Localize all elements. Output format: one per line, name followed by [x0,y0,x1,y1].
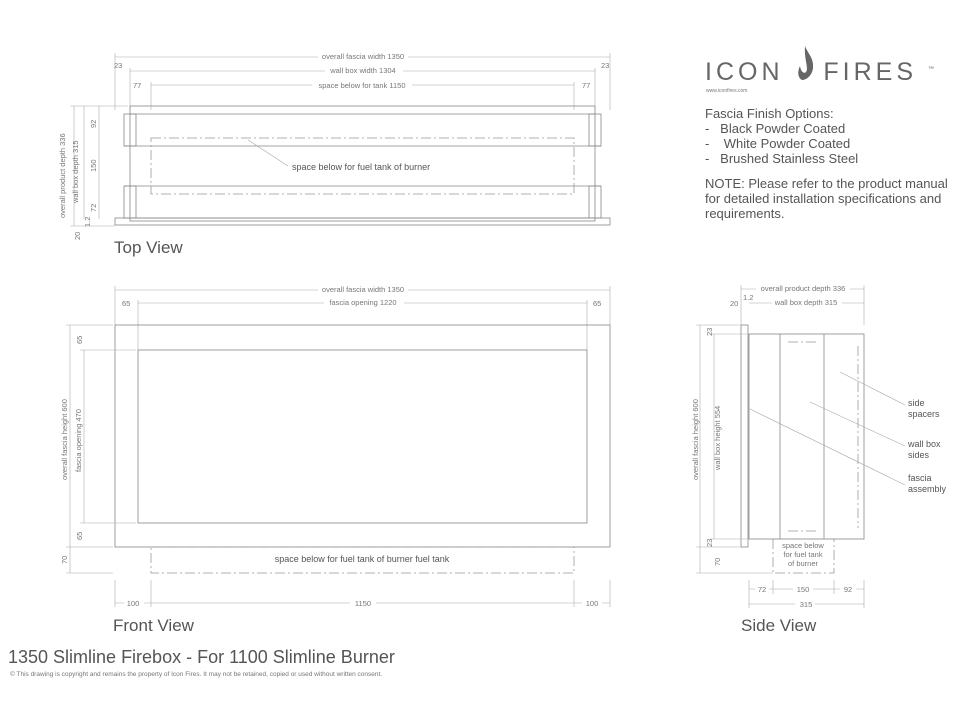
side-overall-height-label: overall fascia height 600 [691,399,700,480]
side-dim-20: 20 [730,299,739,308]
finish-heading: Fascia Finish Options: [705,106,834,121]
callout-fascia-1: fascia [908,473,932,483]
front-view-title: Front View [113,616,194,635]
callout-fascia-2: assembly [908,484,947,494]
front-right-65: 65 [593,299,602,308]
callout-side-spacers-2: spacers [908,409,940,419]
side-fuel-note-1: space below [782,541,824,550]
brand-logo [705,58,934,87]
flame-icon [794,44,816,84]
side-view-drawing [691,284,947,609]
front-view-drawing [60,284,610,608]
front-bottom-100-right: 100 [585,599,599,608]
side-wall-box-depth-label: wall box depth 315 [774,298,838,307]
installation-note: NOTE: Please refer to the product manual for detailed installation specifications and requirements. [705,176,948,221]
front-opening-label: fascia opening 1220 [329,298,397,307]
front-fuel-note: space below for fuel tank of burner fuel tank [274,554,450,564]
side-wall-box-height-label: wall box height 554 [713,405,722,470]
top-view-title: Top View [114,238,183,257]
top-left-77: 77 [133,81,142,90]
side-bottom-315: 315 [799,600,813,609]
front-overall-width-label: overall fascia width 1350 [321,285,405,294]
callout-side-spacers-1: side [908,398,925,408]
side-dim-1-2: 1.2 [743,293,754,302]
front-bottom-100-left: 100 [126,599,140,608]
brand-name-right: FIRES [823,58,918,86]
top-tank-space-label: space below for tank 1150 [318,81,406,90]
front-left-65: 65 [122,299,131,308]
callout-wall-box-2: sides [908,450,930,460]
top-wall-box-depth-label: wall box depth 315 [71,140,80,203]
top-wall-box-width-label: wall box width 1304 [330,66,396,75]
side-bottom-72: 72 [757,585,767,594]
finish-options [705,106,858,166]
top-fuel-note: space below for fuel tank of burner [292,162,431,172]
side-v70: 70 [713,557,722,566]
top-overall-depth-label: overall product depth 336 [58,133,67,218]
front-bottom-1150: 1150 [354,599,372,608]
front-v65-top: 65 [75,335,84,344]
top-dim-92: 92 [89,119,98,128]
drawing-title: 1350 Slimline Firebox - For 1100 Slimline Burner [8,647,395,667]
top-right-77: 77 [582,81,591,90]
side-bottom-150: 150 [796,585,810,594]
top-view-drawing [58,51,610,240]
finish-option: - White Powder Coated [705,136,851,151]
front-v70: 70 [60,555,69,564]
top-dim-20: 20 [73,231,82,240]
callout-wall-box-1: wall box [908,439,941,449]
brand-url: www.iconfires.com [706,88,748,94]
side-v23-top: 23 [705,327,714,336]
side-v23-bottom: 23 [705,538,714,547]
side-bottom-92: 92 [843,585,853,594]
top-dim-1-2: 1.2 [83,216,92,227]
side-fuel-note-3: of burner [787,559,819,568]
front-overall-height-label: overall fascia height 600 [60,399,69,480]
front-v65-bottom: 65 [75,531,84,540]
top-right-23: 23 [601,61,610,70]
top-dim-150: 150 [89,159,98,172]
copyright-notice: © This drawing is copyright and remains the property of Icon Fires. It may not be retained, copied or used without written consent. [10,671,383,678]
top-dim-72: 72 [89,203,98,212]
front-opening-height-label: fascia opening 470 [74,409,83,472]
side-fuel-note-2: for fuel tank [783,550,823,559]
finish-option: - Black Powder Coated [705,121,846,136]
top-left-23: 23 [114,61,123,70]
finish-option: - Brushed Stainless Steel [705,151,859,166]
brand-name-left: ICON [705,58,784,86]
side-view-title: Side View [741,616,817,635]
brand-tm: ™ [927,66,934,73]
top-overall-width-label: overall fascia width 1350 [321,52,405,61]
side-overall-depth-label: overall product depth 336 [760,284,846,293]
